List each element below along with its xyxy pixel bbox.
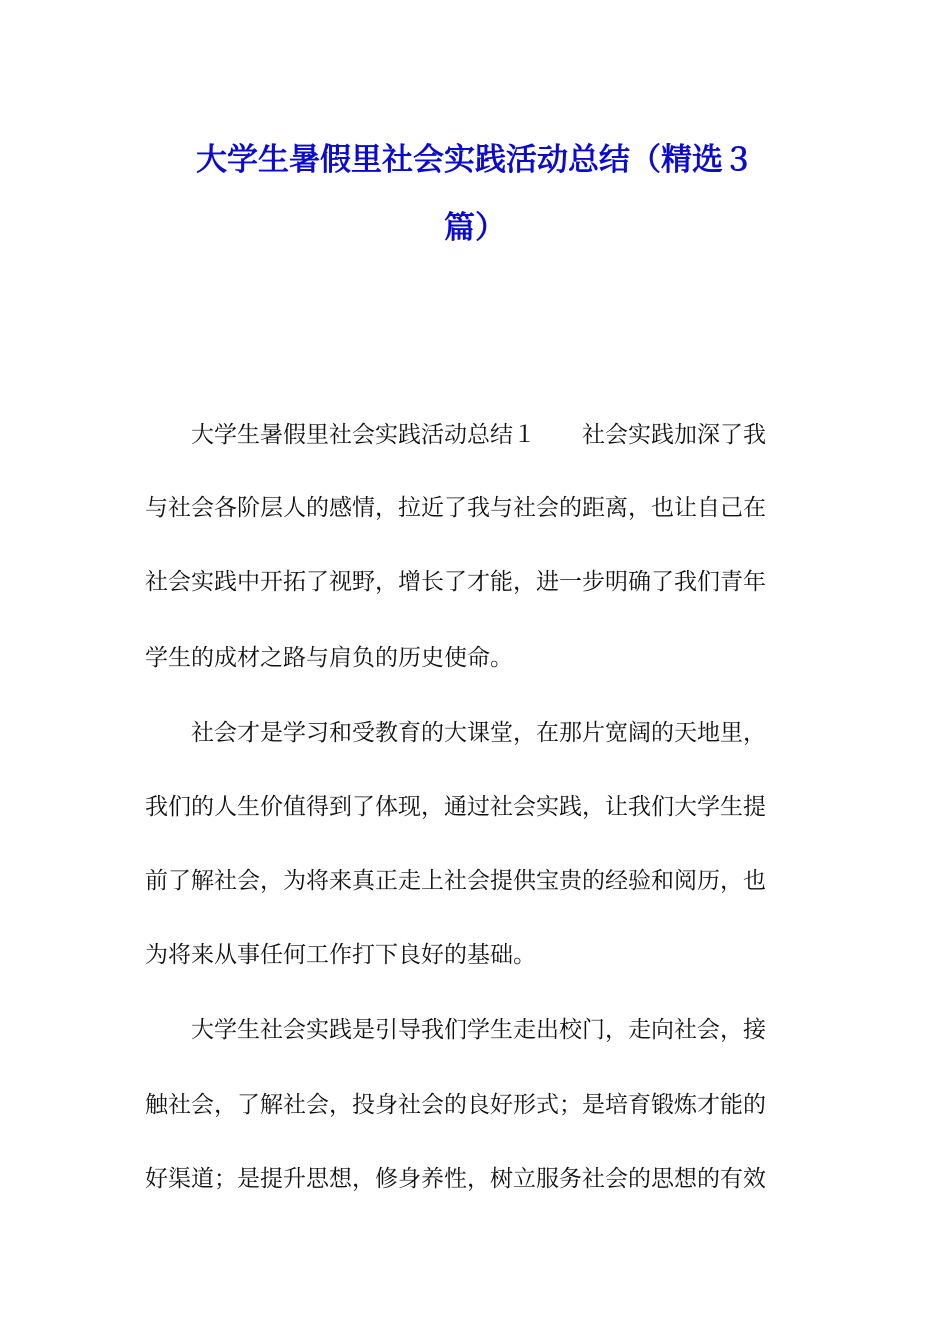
paragraph-line: 社会实践中开拓了视野，增长了才能，进一步明确了我们青年 — [145, 569, 766, 595]
document-title-line-2: 篇） — [444, 210, 506, 246]
paragraph-line: 大学生社会实践是引导我们学生走出校门，走向社会，接 — [145, 1017, 766, 1043]
paragraph-line: 触社会，了解社会，投身社会的良好形式；是培育锻炼才能的 — [145, 1092, 766, 1118]
paragraph-line: 前了解社会，为将来真正走上社会提供宝贵的经验和阅历，也 — [145, 868, 766, 894]
paragraph-line: 大学生暑假里社会实践活动总结１ 社会实践加深了我 — [145, 422, 766, 448]
paragraph-line: 好渠道；是提升思想，修身养性，树立服务社会的思想的有效 — [145, 1166, 766, 1192]
paragraph-line: 与社会各阶层人的感情，拉近了我与社会的距离，也让自己在 — [145, 495, 766, 521]
paragraph-line: 我们的人生价值得到了体现，通过社会实践，让我们大学生提 — [145, 794, 766, 820]
paragraph-line: 社会才是学习和受教育的大课堂，在那片宽阔的天地里， — [145, 720, 766, 746]
paragraph-line: 为将来从事任何工作打下良好的基础。 — [145, 942, 536, 968]
paragraph-line: 学生的成材之路与肩负的历史使命。 — [145, 645, 513, 671]
document-title-line-1: 大学生暑假里社会实践活动总结（精选３ — [196, 142, 754, 178]
